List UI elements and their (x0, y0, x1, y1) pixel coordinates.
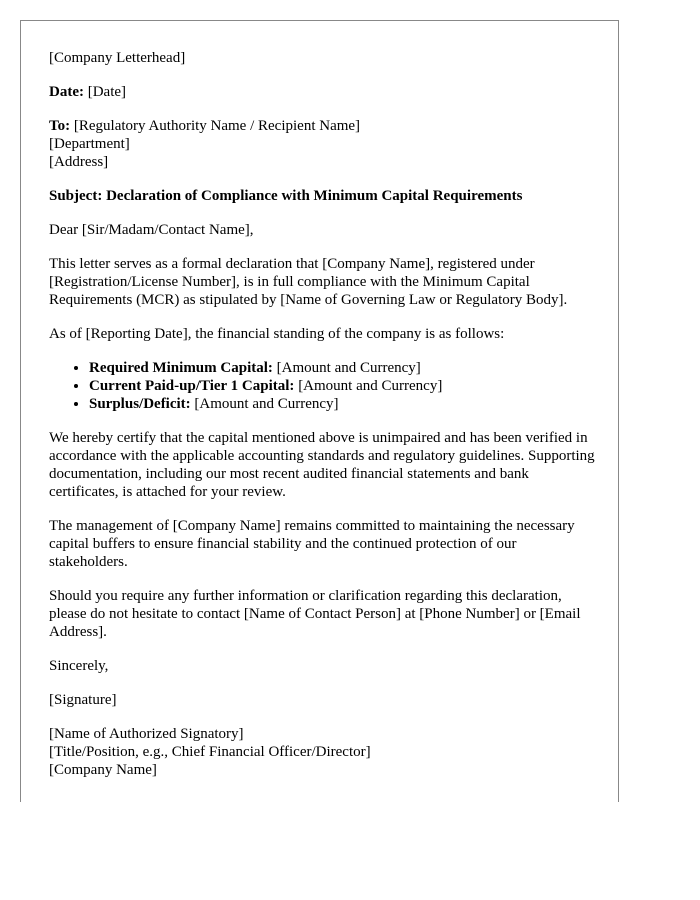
paragraph-financial-standing: As of [Reporting Date], the financial standing of the company is as follows: (49, 326, 505, 342)
list-item-value: [Amount and Currency] (190, 396, 339, 412)
salutation: Dear [Sir/Madam/Contact Name], (49, 222, 254, 238)
list-item (89, 377, 598, 395)
list-item-value: [Amount and Currency] (294, 378, 443, 394)
signatory-title: [Title/Position, e.g., Chief Financial Officer/Director] (49, 744, 371, 760)
list-item-label: Surplus/Deficit: (89, 396, 191, 412)
subject-line (49, 187, 598, 205)
to-label: To: (49, 118, 71, 134)
list-item-value: [Amount and Currency] (272, 360, 421, 376)
to-line (49, 117, 598, 135)
department: [Department] (49, 136, 130, 152)
date-line (49, 83, 598, 101)
paragraph-declaration: This letter serves as a formal declaration that [Company Name], registered under [Registration/License Number], is in full compliance with the Minimum Capital Requirements (MCR) as stipulated by [Name of Governing Law or Regulatory Body]. (49, 256, 568, 308)
paragraph-commitment: The management of [Company Name] remains committed to maintaining the necessary capital buffers to ensure financial stability and the continued protection of our stakeholders. (49, 518, 575, 570)
list-item (89, 359, 598, 377)
signature: [Signature] (49, 692, 117, 708)
subject: Subject: Declaration of Compliance with Minimum Capital Requirements (49, 188, 523, 204)
signatory-company: [Company Name] (49, 762, 157, 778)
recipient-block (49, 117, 598, 171)
closing: Sincerely, (49, 658, 109, 674)
date-value: [Date] (83, 84, 127, 100)
letter-page (20, 20, 619, 802)
list-item-label: Required Minimum Capital: (89, 360, 273, 376)
signatory-name: [Name of Authorized Signatory] (49, 726, 244, 742)
paragraph-certification: We hereby certify that the capital mentioned above is unimpaired and has been verified in accordance with the applicable accounting standards and regulatory guidelines. Supporting documentation, including our most recent audited financial statements and bank certificates, is attached for your review. (49, 430, 595, 500)
paragraph-contact: Should you require any further information or clarification regarding this declaration, please do not hesitate to contact [Name of Contact Person] at [Phone Number] or [Email Address]. (49, 588, 581, 640)
list-item (89, 395, 598, 413)
letterhead: [Company Letterhead] (49, 50, 186, 66)
signatory-block (49, 725, 598, 779)
date-label: Date: (49, 84, 84, 100)
capital-list (49, 359, 598, 413)
list-item-label: Current Paid-up/Tier 1 Capital: (89, 378, 295, 394)
to-value: [Regulatory Authority Name / Recipient Name] (70, 118, 361, 134)
address: [Address] (49, 154, 109, 170)
